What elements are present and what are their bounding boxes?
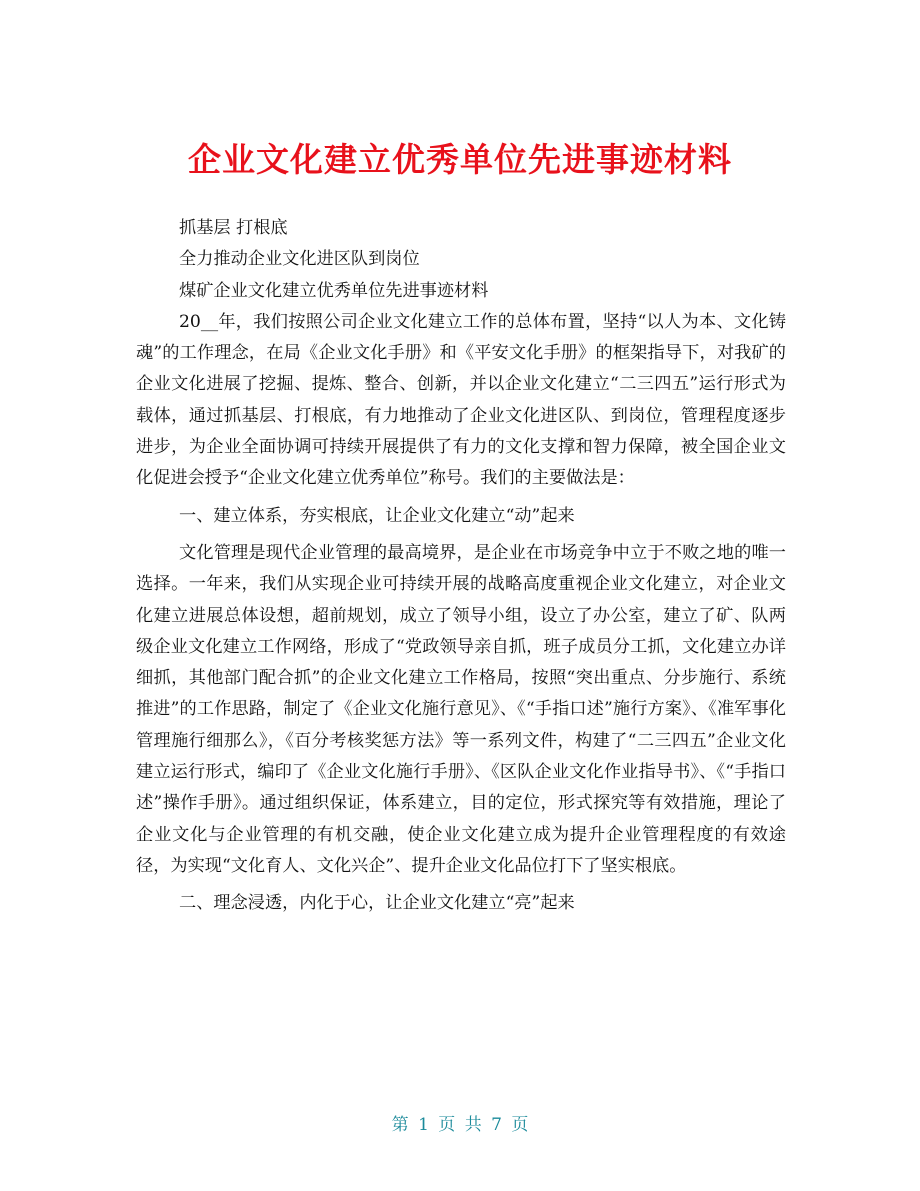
body-paragraph: 文化管理是现代企业管理的最高境界，是企业在市场竞争中立于不败之地的唯一选择。一年来，我们从实现企业可持续开展的战略高度重视企业文化建立，对企业文化建立进展总体设想，超前规划，成立了领导小组，设立了办公室，建立了矿、队两级企业文化建立工作网络，形成了“党政领导亲自抓，班子成员分工抓，文化建立办详细抓，其他部门配合抓”的企业文化建立工作格局，按照“突出重点、分步施行、系统推进”的工作思路，制定了《企业文化施行意见》、《“手指口述”施行方案》、《准军事化管理施行细那么》，《百分考核奖惩方法》等一系列文件，构建了“二三四五”企业文化建立运行形式，编印了《企业文化施行手册》、《区队企业文化作业指导书》、《“手指口述”操作手册》。通过组织保证，体系建立，目的定位，形式探究等有效措施，理论了企业文化与企业管理的有机交融，使企业文化建立成为提升企业管理程度的有效途径，为实现“文化育人、文化兴企”、提升企业文化品位打下了坚实根底。	[136, 542, 786, 876]
lead-line: 煤矿企业文化建立优秀单位先进事迹材料	[179, 280, 489, 301]
section-heading: 一、建立体系，夯实根底，让企业文化建立“动”起来	[179, 505, 575, 526]
lead-line: 抓基层 打根底	[179, 218, 288, 238]
section-heading: 二、理念浸透，内化于心，让企业文化建立“亮”起来	[179, 893, 575, 914]
document-title: 企业文化建立优秀单位先进事迹材料	[188, 140, 732, 180]
page-number-footer: 第 1 页 共 7 页	[391, 1115, 529, 1135]
lead-line: 全力推动企业文化进区队到岗位	[179, 249, 420, 270]
body-paragraph: 20__年，我们按照公司企业文化建立工作的总体布置，坚持“以人为本、文化铸魂”的工作理念，在局《企业文化手册》和《平安文化手册》的框架指导下，对我矿的企业文化进展了挖掘、提炼、整合、创新，并以企业文化建立“二三四五”运行形式为载体，通过抓基层、打根底，有力地推动了企业文化进区队、到岗位，管理程度逐步进步，为企业全面协调可持续开展提供了有力的文化支撑和智力保障，被全国企业文化促进会授予“企业文化建立优秀单位”称号。我们的主要做法是：	[136, 311, 786, 489]
document-body	[136, 213, 786, 926]
